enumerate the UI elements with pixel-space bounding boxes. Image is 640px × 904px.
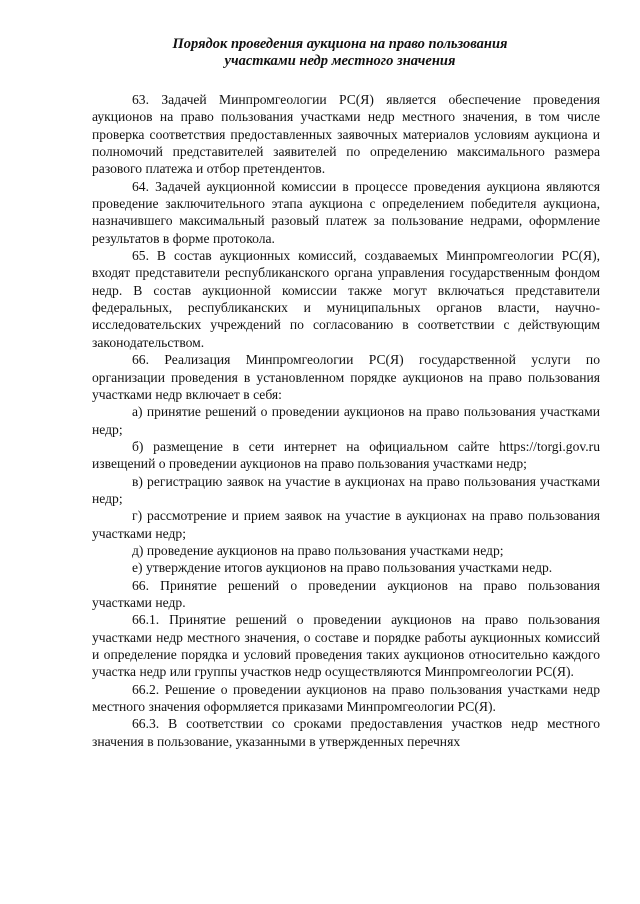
document-body: [92, 91, 600, 750]
paragraph-66-1: 66.1. Принятие решений о проведении аукционов на право пользования участками недр местного значения, о составе и порядке работы аукционных комиссий и определение порядка и условий проведения таких аукционов относительно каждого участка недр или группы участков недр осуществляются Минпромгеологии РС(Я).: [92, 612, 600, 680]
list-item-e: е) утверждение итогов аукционов на право пользования участками недр.: [132, 560, 553, 576]
paragraph-65: 65. В состав аукционных комиссий, создаваемых Минпромгеологии РС(Я), входят представители республиканского органа управления государственным фондом недр. В состав аукционной комиссии также могут включаться представители федеральных, республиканских и муниципальных органов власти, научно-исследовательских учреждений по согласованию в соответствии с действующим законодательством.: [92, 248, 600, 350]
paragraph-66-3: 66.3. В соответствии со сроками предоставления участков недр местного значения в пользование, указанными в утвержденных перечнях: [92, 716, 600, 749]
paragraph-66-intro: 66. Реализация Минпромгеологии РС(Я) государственной услуги по организации проведения в установленном порядке аукционов на право пользования участками недр включает в себя:: [92, 352, 600, 402]
paragraph-63: 63. Задачей Минпромгеологии РС(Я) является обеспечение проведения аукционов на право пользования участками недр местного значения, в том числе проверка соответствия предоставленных заявочных материалов условиям аукциона и полномочий представителей заявителей по определению максимального размера разового платежа и отбор претендентов.: [92, 92, 600, 177]
list-item-v: в) регистрацию заявок на участие в аукционах на право пользования участками недр;: [92, 473, 600, 506]
paragraph-64: 64. Задачей аукционной комиссии в процессе проведения аукциона являются проведение заключительного этапа аукциона с определением победителя аукциона, назначившего максимальный разовый платеж за пользование недрами, оформление результатов в форме протокола.: [92, 178, 600, 246]
document-title: [90, 36, 590, 70]
title-line-2: участками недр местного значения: [224, 53, 456, 69]
title-line-1: Порядок проведения аукциона на право пользования: [172, 36, 508, 52]
list-item-g: г) рассмотрение и прием заявок на участие в аукционах на право пользования участками недр;: [92, 508, 600, 541]
paragraph-66-heading: 66. Принятие решений о проведении аукционов на право пользования участками недр.: [92, 577, 600, 610]
list-item-a: а) принятие решений о проведении аукционов на право пользования участками недр;: [92, 404, 600, 437]
list-item-d: д) проведение аукционов на право пользования участками недр;: [132, 542, 504, 558]
list-item-b: б) размещение в сети интернет на официальном сайте https://torgi.gov.ru извещений о проведении аукционов на право пользования участками недр;: [92, 438, 600, 472]
paragraph-66-2: 66.2. Решение о проведении аукционов на право пользования участками недр местного значения оформляется приказами Минпромгеологии РС(Я).: [92, 681, 600, 715]
